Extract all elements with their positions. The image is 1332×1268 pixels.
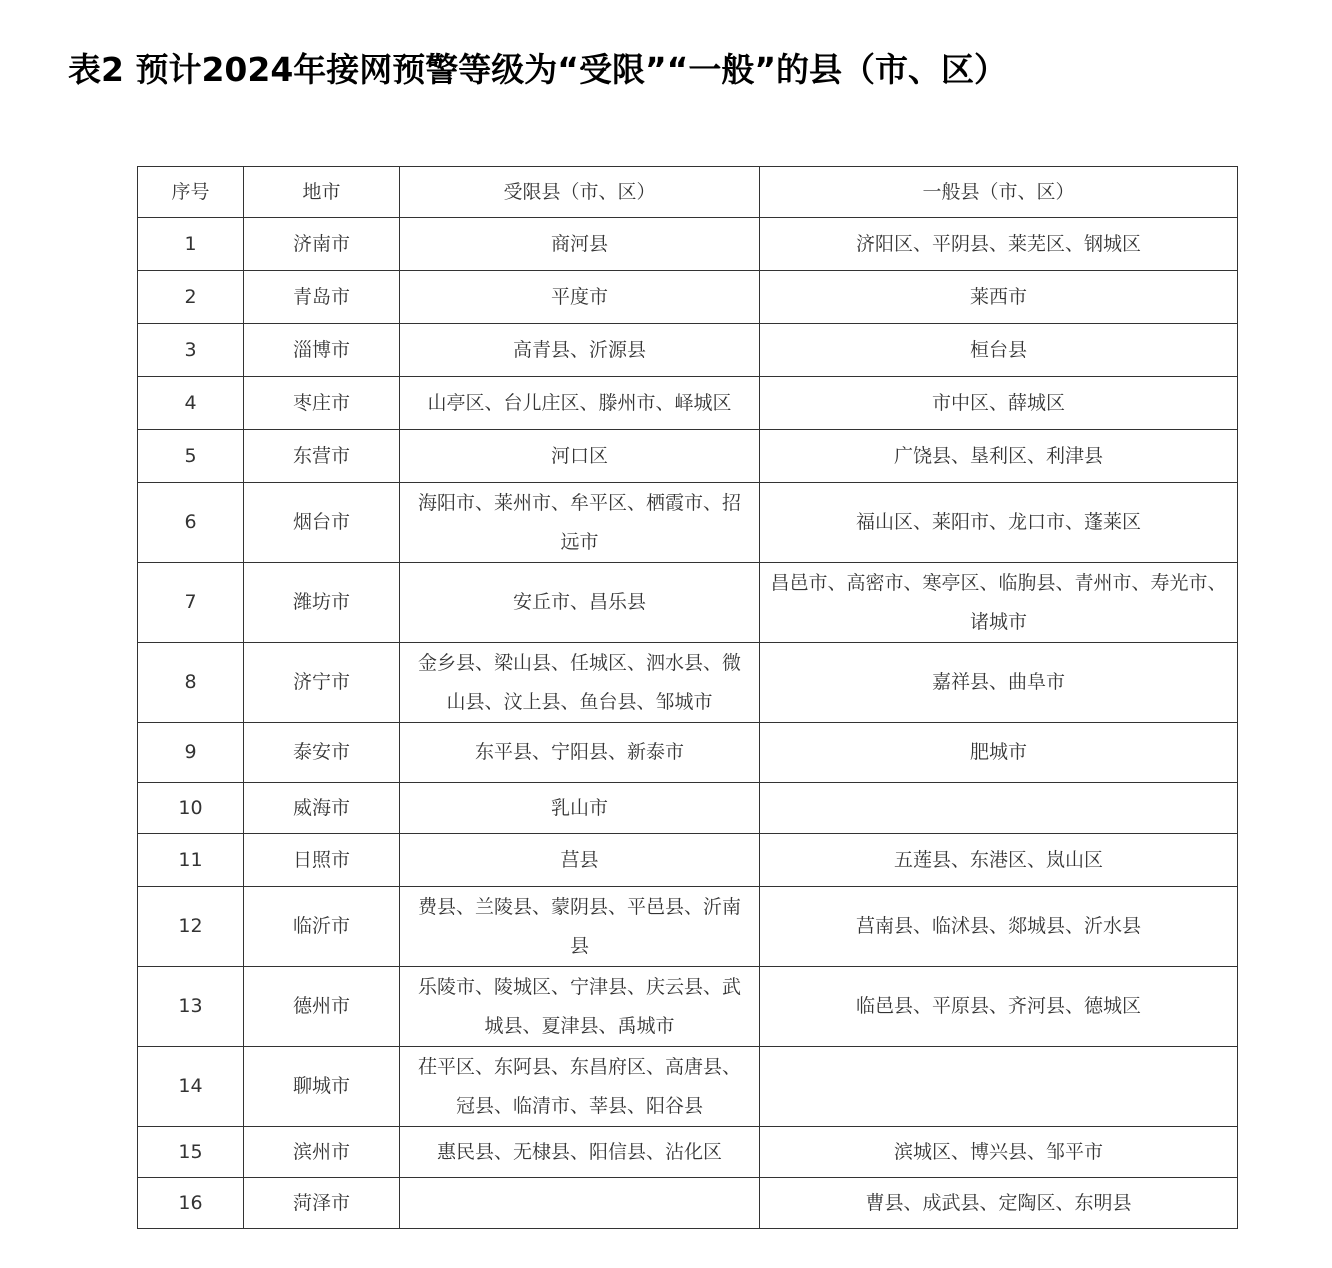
header-restricted-counties: 受限县（市、区） xyxy=(400,167,760,218)
cell-restricted-counties: 河口区 xyxy=(400,430,760,483)
cell-serial-number: 11 xyxy=(138,834,244,887)
table-row xyxy=(138,430,1238,483)
county-warning-table xyxy=(137,166,1238,1229)
cell-restricted-counties: 乐陵市、陵城区、宁津县、庆云县、武城县、夏津县、禹城市 xyxy=(400,967,760,1047)
cell-normal-counties xyxy=(760,1047,1238,1127)
table-row xyxy=(138,483,1238,563)
cell-city: 德州市 xyxy=(244,967,400,1047)
cell-normal-counties: 济阳区、平阴县、莱芜区、钢城区 xyxy=(760,218,1238,271)
cell-city: 济南市 xyxy=(244,218,400,271)
page-title: 表2 预计2024年接网预警等级为“受限”“一般”的县（市、区） xyxy=(68,50,1008,89)
header-normal-counties: 一般县（市、区） xyxy=(760,167,1238,218)
cell-serial-number: 4 xyxy=(138,377,244,430)
table-header-row xyxy=(138,167,1238,218)
cell-serial-number: 2 xyxy=(138,271,244,324)
cell-restricted-counties: 莒县 xyxy=(400,834,760,887)
cell-normal-counties xyxy=(760,783,1238,834)
table-row xyxy=(138,1047,1238,1127)
header-city: 地市 xyxy=(244,167,400,218)
table-row xyxy=(138,218,1238,271)
cell-restricted-counties: 费县、兰陵县、蒙阴县、平邑县、沂南县 xyxy=(400,887,760,967)
cell-serial-number: 12 xyxy=(138,887,244,967)
cell-serial-number: 10 xyxy=(138,783,244,834)
table-row xyxy=(138,723,1238,783)
cell-serial-number: 16 xyxy=(138,1178,244,1229)
table-row xyxy=(138,643,1238,723)
table-row xyxy=(138,887,1238,967)
table-row xyxy=(138,563,1238,643)
table-row xyxy=(138,967,1238,1047)
cell-restricted-counties: 金乡县、梁山县、任城区、泗水县、微山县、汶上县、鱼台县、邹城市 xyxy=(400,643,760,723)
cell-city: 日照市 xyxy=(244,834,400,887)
cell-normal-counties: 市中区、薛城区 xyxy=(760,377,1238,430)
cell-normal-counties: 桓台县 xyxy=(760,324,1238,377)
cell-city: 淄博市 xyxy=(244,324,400,377)
cell-city: 聊城市 xyxy=(244,1047,400,1127)
county-warning-table-container xyxy=(137,166,1238,1229)
cell-serial-number: 7 xyxy=(138,563,244,643)
table-row xyxy=(138,271,1238,324)
cell-restricted-counties: 高青县、沂源县 xyxy=(400,324,760,377)
cell-restricted-counties: 山亭区、台儿庄区、滕州市、峄城区 xyxy=(400,377,760,430)
table-row xyxy=(138,1127,1238,1178)
cell-restricted-counties: 乳山市 xyxy=(400,783,760,834)
cell-restricted-counties: 惠民县、无棣县、阳信县、沾化区 xyxy=(400,1127,760,1178)
cell-serial-number: 1 xyxy=(138,218,244,271)
cell-normal-counties: 五莲县、东港区、岚山区 xyxy=(760,834,1238,887)
cell-city: 东营市 xyxy=(244,430,400,483)
cell-normal-counties: 昌邑市、高密市、寒亭区、临朐县、青州市、寿光市、诸城市 xyxy=(760,563,1238,643)
cell-restricted-counties: 茌平区、东阿县、东昌府区、高唐县、冠县、临清市、莘县、阳谷县 xyxy=(400,1047,760,1127)
cell-serial-number: 8 xyxy=(138,643,244,723)
cell-city: 泰安市 xyxy=(244,723,400,783)
cell-serial-number: 6 xyxy=(138,483,244,563)
cell-city: 临沂市 xyxy=(244,887,400,967)
table-row xyxy=(138,834,1238,887)
cell-city: 济宁市 xyxy=(244,643,400,723)
cell-restricted-counties: 安丘市、昌乐县 xyxy=(400,563,760,643)
table-row xyxy=(138,324,1238,377)
cell-restricted-counties: 东平县、宁阳县、新泰市 xyxy=(400,723,760,783)
table-row xyxy=(138,783,1238,834)
cell-serial-number: 15 xyxy=(138,1127,244,1178)
cell-city: 枣庄市 xyxy=(244,377,400,430)
cell-normal-counties: 福山区、莱阳市、龙口市、蓬莱区 xyxy=(760,483,1238,563)
cell-serial-number: 14 xyxy=(138,1047,244,1127)
cell-normal-counties: 临邑县、平原县、齐河县、德城区 xyxy=(760,967,1238,1047)
cell-normal-counties: 曹县、成武县、定陶区、东明县 xyxy=(760,1178,1238,1229)
cell-city: 菏泽市 xyxy=(244,1178,400,1229)
cell-serial-number: 5 xyxy=(138,430,244,483)
header-serial-number: 序号 xyxy=(138,167,244,218)
cell-restricted-counties xyxy=(400,1178,760,1229)
cell-normal-counties: 莱西市 xyxy=(760,271,1238,324)
table-row xyxy=(138,377,1238,430)
cell-restricted-counties: 商河县 xyxy=(400,218,760,271)
cell-city: 青岛市 xyxy=(244,271,400,324)
cell-city: 潍坊市 xyxy=(244,563,400,643)
cell-restricted-counties: 平度市 xyxy=(400,271,760,324)
cell-city: 烟台市 xyxy=(244,483,400,563)
cell-normal-counties: 肥城市 xyxy=(760,723,1238,783)
cell-normal-counties: 莒南县、临沭县、郯城县、沂水县 xyxy=(760,887,1238,967)
cell-normal-counties: 广饶县、垦利区、利津县 xyxy=(760,430,1238,483)
cell-normal-counties: 滨城区、博兴县、邹平市 xyxy=(760,1127,1238,1178)
cell-normal-counties: 嘉祥县、曲阜市 xyxy=(760,643,1238,723)
cell-city: 威海市 xyxy=(244,783,400,834)
cell-serial-number: 9 xyxy=(138,723,244,783)
table-row xyxy=(138,1178,1238,1229)
cell-serial-number: 13 xyxy=(138,967,244,1047)
cell-city: 滨州市 xyxy=(244,1127,400,1178)
cell-serial-number: 3 xyxy=(138,324,244,377)
cell-restricted-counties: 海阳市、莱州市、牟平区、栖霞市、招远市 xyxy=(400,483,760,563)
